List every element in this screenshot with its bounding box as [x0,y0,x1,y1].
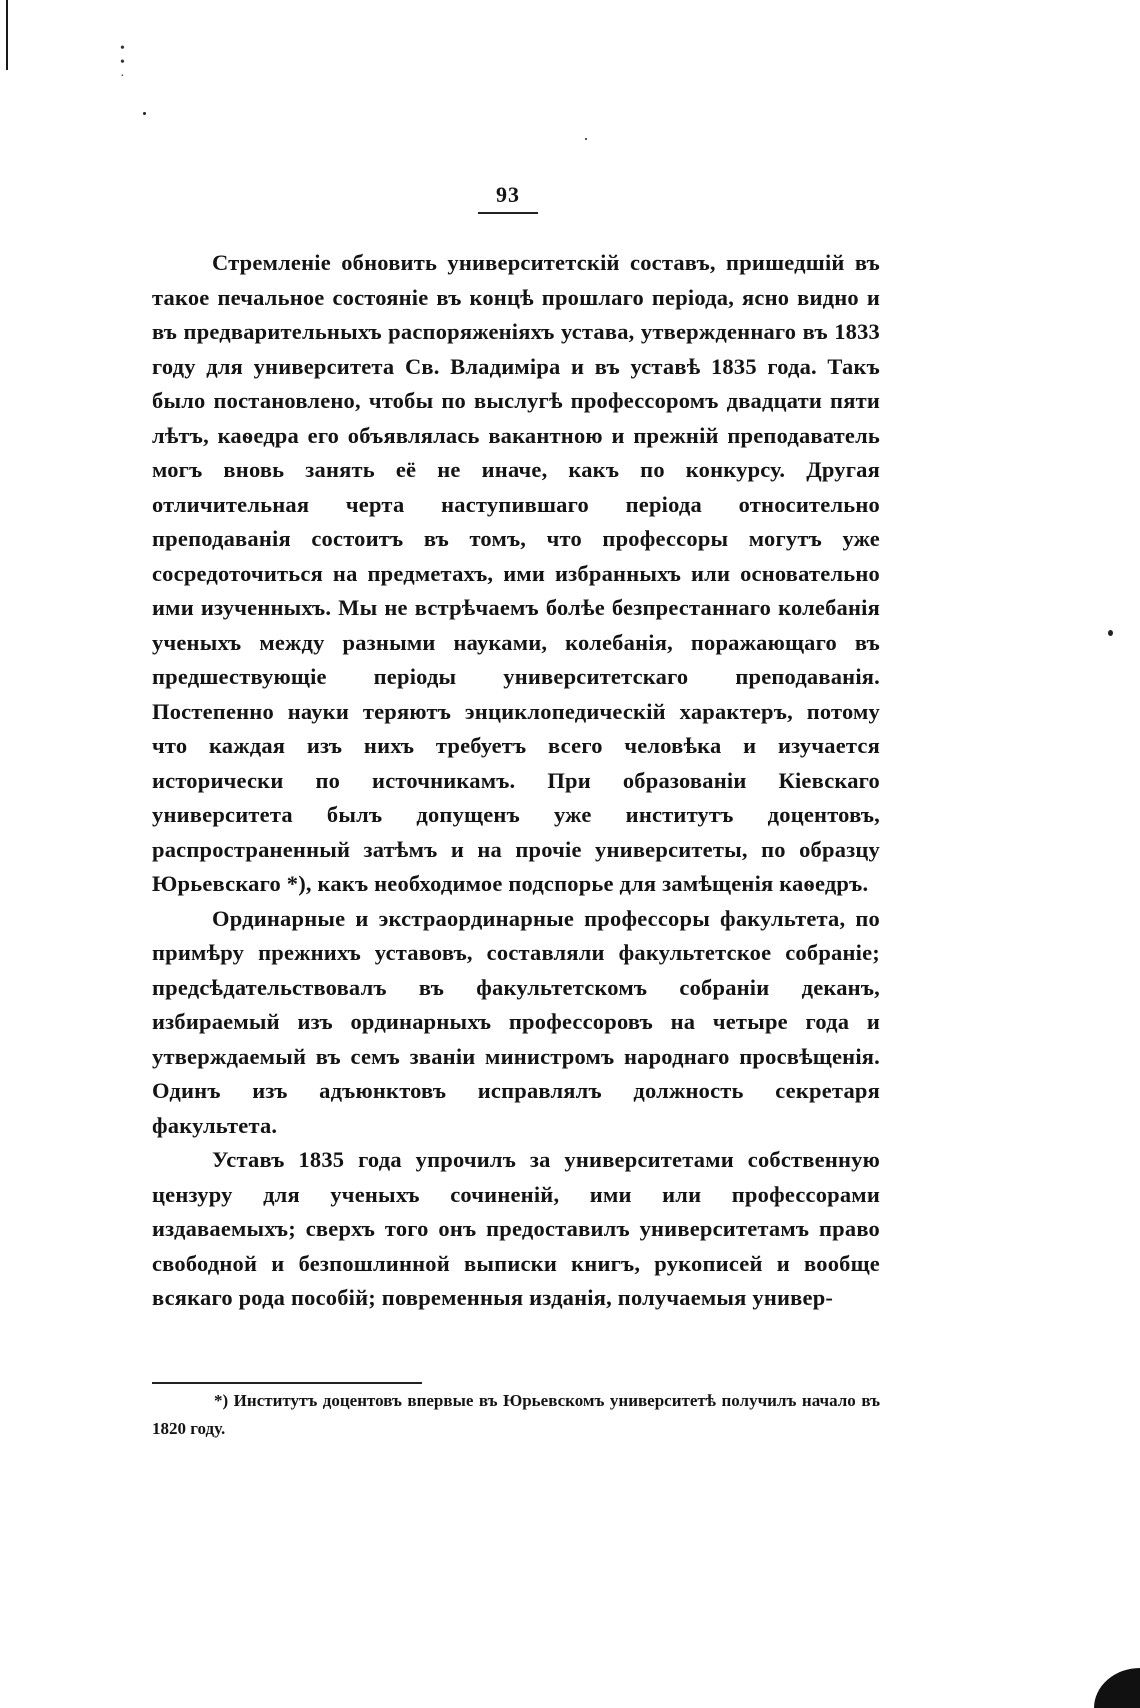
ink-speck [585,138,587,140]
scan-corner-mark [1094,1668,1140,1708]
page-number-underline [478,212,538,214]
margin-marks [120,42,125,84]
binding-edge-line [6,0,8,70]
footnote [152,1387,880,1443]
paragraph-3: Уставъ 1835 года упрочилъ за университетами собственную цензуру для ученыхъ сочиненій, ими или профессорами издаваемыхъ; сверхъ того онъ предоставилъ университетамъ право свободной и безпошлинной выписки книгъ, рукописей и вообще всякаго рода пособій; повременныя изданія, получаемыя универ- [152,1147,880,1310]
margin-mark: · [120,69,125,84]
paragraph-2: Ординарные и экстраординарные профессоры факультета, по примѣру прежнихъ уставовъ, составляли факультетское собраніе; предсѣдательствовалъ въ факультетскомъ собраніи деканъ, избираемый изъ ординарныхъ профессоровъ на четыре года и утверждаемый въ семъ званіи министромъ народнаго просвѣщенія. Одинъ изъ адъюнктовъ исправлялъ должность секретаря факультета. [152,905,880,1138]
ink-speck [1108,630,1113,636]
margin-mark: • [120,55,125,70]
ink-speck [143,112,146,115]
margin-mark: • [120,41,125,56]
footnote-text: *) Институтъ доцентовъ впервые въ Юрьевскомъ университетѣ получилъ начало въ 1820 году. [152,1391,880,1438]
body-text [152,246,880,1316]
footnote-separator [152,1382,422,1384]
paragraph-1: Стремленіе обновить университетскій составъ, пришедшій въ такое печальное состояніе въ концѣ прошлаго періода, ясно видно и въ предварительныхъ распоряженіяхъ устава, утвержденнаго въ 1833 году для университета Св. Владиміра и въ уставѣ 1835 года. Такъ было постановлено, чтобы по выслугѣ профессоромъ двадцати пяти лѣтъ, каѳедра его объявлялась вакантною и прежній преподаватель могъ вновь занять её не иначе, какъ по конкурсу. Другая отличительная черта наступившаго періода относительно преподаванія состоитъ въ томъ, что профессоры могутъ уже сосредоточиться на предметахъ, ими избранныхъ или основательно ими изученныхъ. Мы не встрѣчаемъ болѣе безпрестаннаго колебанія ученыхъ между разными науками, колебанія, поражающаго въ предшествующіе періоды университетскаго преподаванія. Постепенно науки теряютъ энциклопедическій характеръ, потому что каждая изъ нихъ требуетъ всего человѣка и изучается исторически по источникамъ. При образованіи Кіевскаго университета былъ допущенъ уже институтъ доцентовъ, распространенный затѣмъ и на прочіе университеты, по образцу Юрьевскаго *), какъ необходимое подспорье для замѣщенія каѳедръ. [152,250,880,896]
page-number: 93 [496,182,520,207]
